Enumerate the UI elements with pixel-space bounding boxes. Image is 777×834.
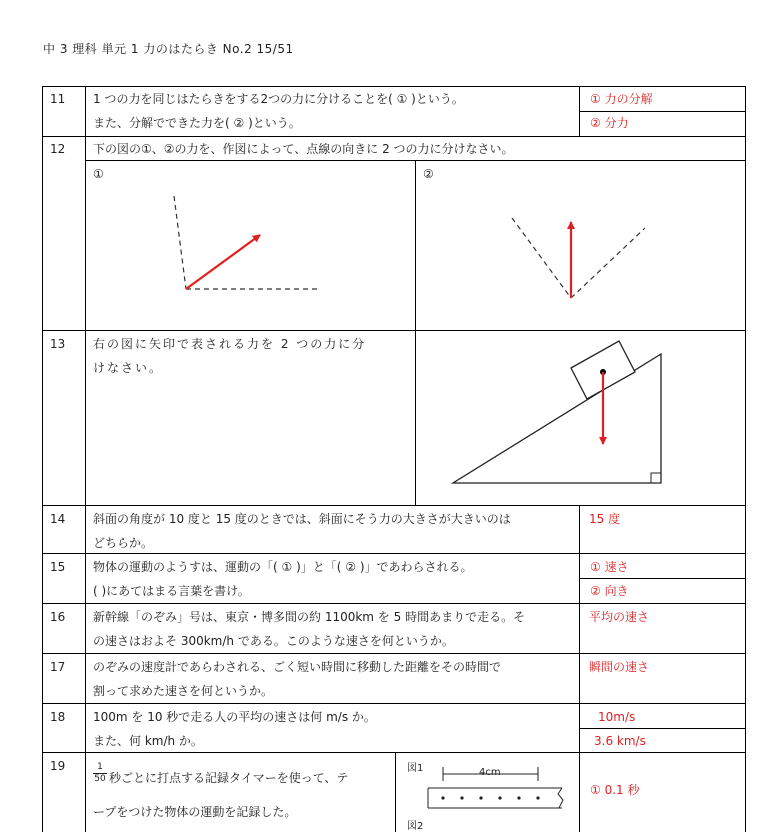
question-text: 新幹線「のぞみ」号は、東京・博多間の約 1100km を 5 時間あまりで走る。そ [93,610,526,624]
figure-label: 図2 [407,821,424,832]
tape-dots [441,796,539,799]
answer-text: 平均の速さ [589,610,650,624]
row-number: 16 [50,610,66,624]
figure-label: 図1 [407,763,424,774]
figure-label: ② [423,167,434,181]
question-text: 1 つの力を同じはたらきをする2つの力に分けることを( ① )という。 [93,92,464,106]
recording-tape [428,788,562,808]
row-number: 15 [50,560,66,574]
question-text: けなさい。 [93,361,164,375]
answer-text: 3.6 km/s [594,734,646,748]
question-text: また、何 km/h か。 [93,734,203,748]
row-number: 19 [50,759,66,773]
question-text: の速さはおよそ 300km/h である。このような速さを何というか。 [93,634,454,648]
answer-text: ① 力の分解 [590,92,653,106]
row-number: 17 [50,660,66,674]
question-text: 秒ごとに打点する記録タイマーを使って、テ [109,771,349,785]
tape-length-label: 4cm [476,766,504,780]
question-text: ( )にあてはまる言葉を書け。 [93,584,250,598]
answer-text: ① 速さ [590,560,629,574]
answer-text: 瞬間の速さ [589,660,650,674]
answer-text: 10m/s [598,710,636,724]
answer-text: ② 向き [590,584,629,598]
row-number: 13 [50,337,66,351]
row-number: 12 [50,142,66,156]
fraction-denominator: 50 [94,774,106,784]
tape-torn-edge [558,788,563,808]
question-text: 物体の運動のようすは、運動の「( ① )」と「( ② )」であわらされる。 [93,560,473,574]
question-text: また、分解でできた力を( ② )という。 [93,116,301,130]
question-text: 割って求めた速さを何というか。 [93,684,274,698]
figure-label: ① [93,167,104,181]
question-text: のぞみの速度計であらわされる、ごく短い時間に移動した距離をその時間で [93,660,502,674]
row-number: 18 [50,710,66,724]
question-text: 下の図の①、②の力を、作図によって、点線の向きに 2 つの力に分けなさい。 [93,142,514,156]
row-number: 11 [50,92,66,106]
question-text: 右の図に矢印で表される力を 2 つの力に分 [93,337,367,351]
question-text: 100m を 10 秒で走る人の平均の速さは何 m/s か。 [93,710,376,724]
question-text: どちらか。 [93,536,154,550]
question-text: 斜面の角度が 10 度と 15 度のときでは、斜面にそう力の大きさが大きいのは [93,512,511,526]
row-number: 14 [50,512,66,526]
page-header: 中 3 理科 単元 1 力のはたらき No.2 15/51 [43,42,294,56]
fraction-numerator: 1 [97,762,103,772]
answer-text: ② 分力 [590,116,629,130]
answer-text: 15 度 [589,512,621,526]
answer-text: ① 0.1 秒 [590,783,640,797]
question-text: ープをつけた物体の運動を記録した。 [93,805,297,819]
